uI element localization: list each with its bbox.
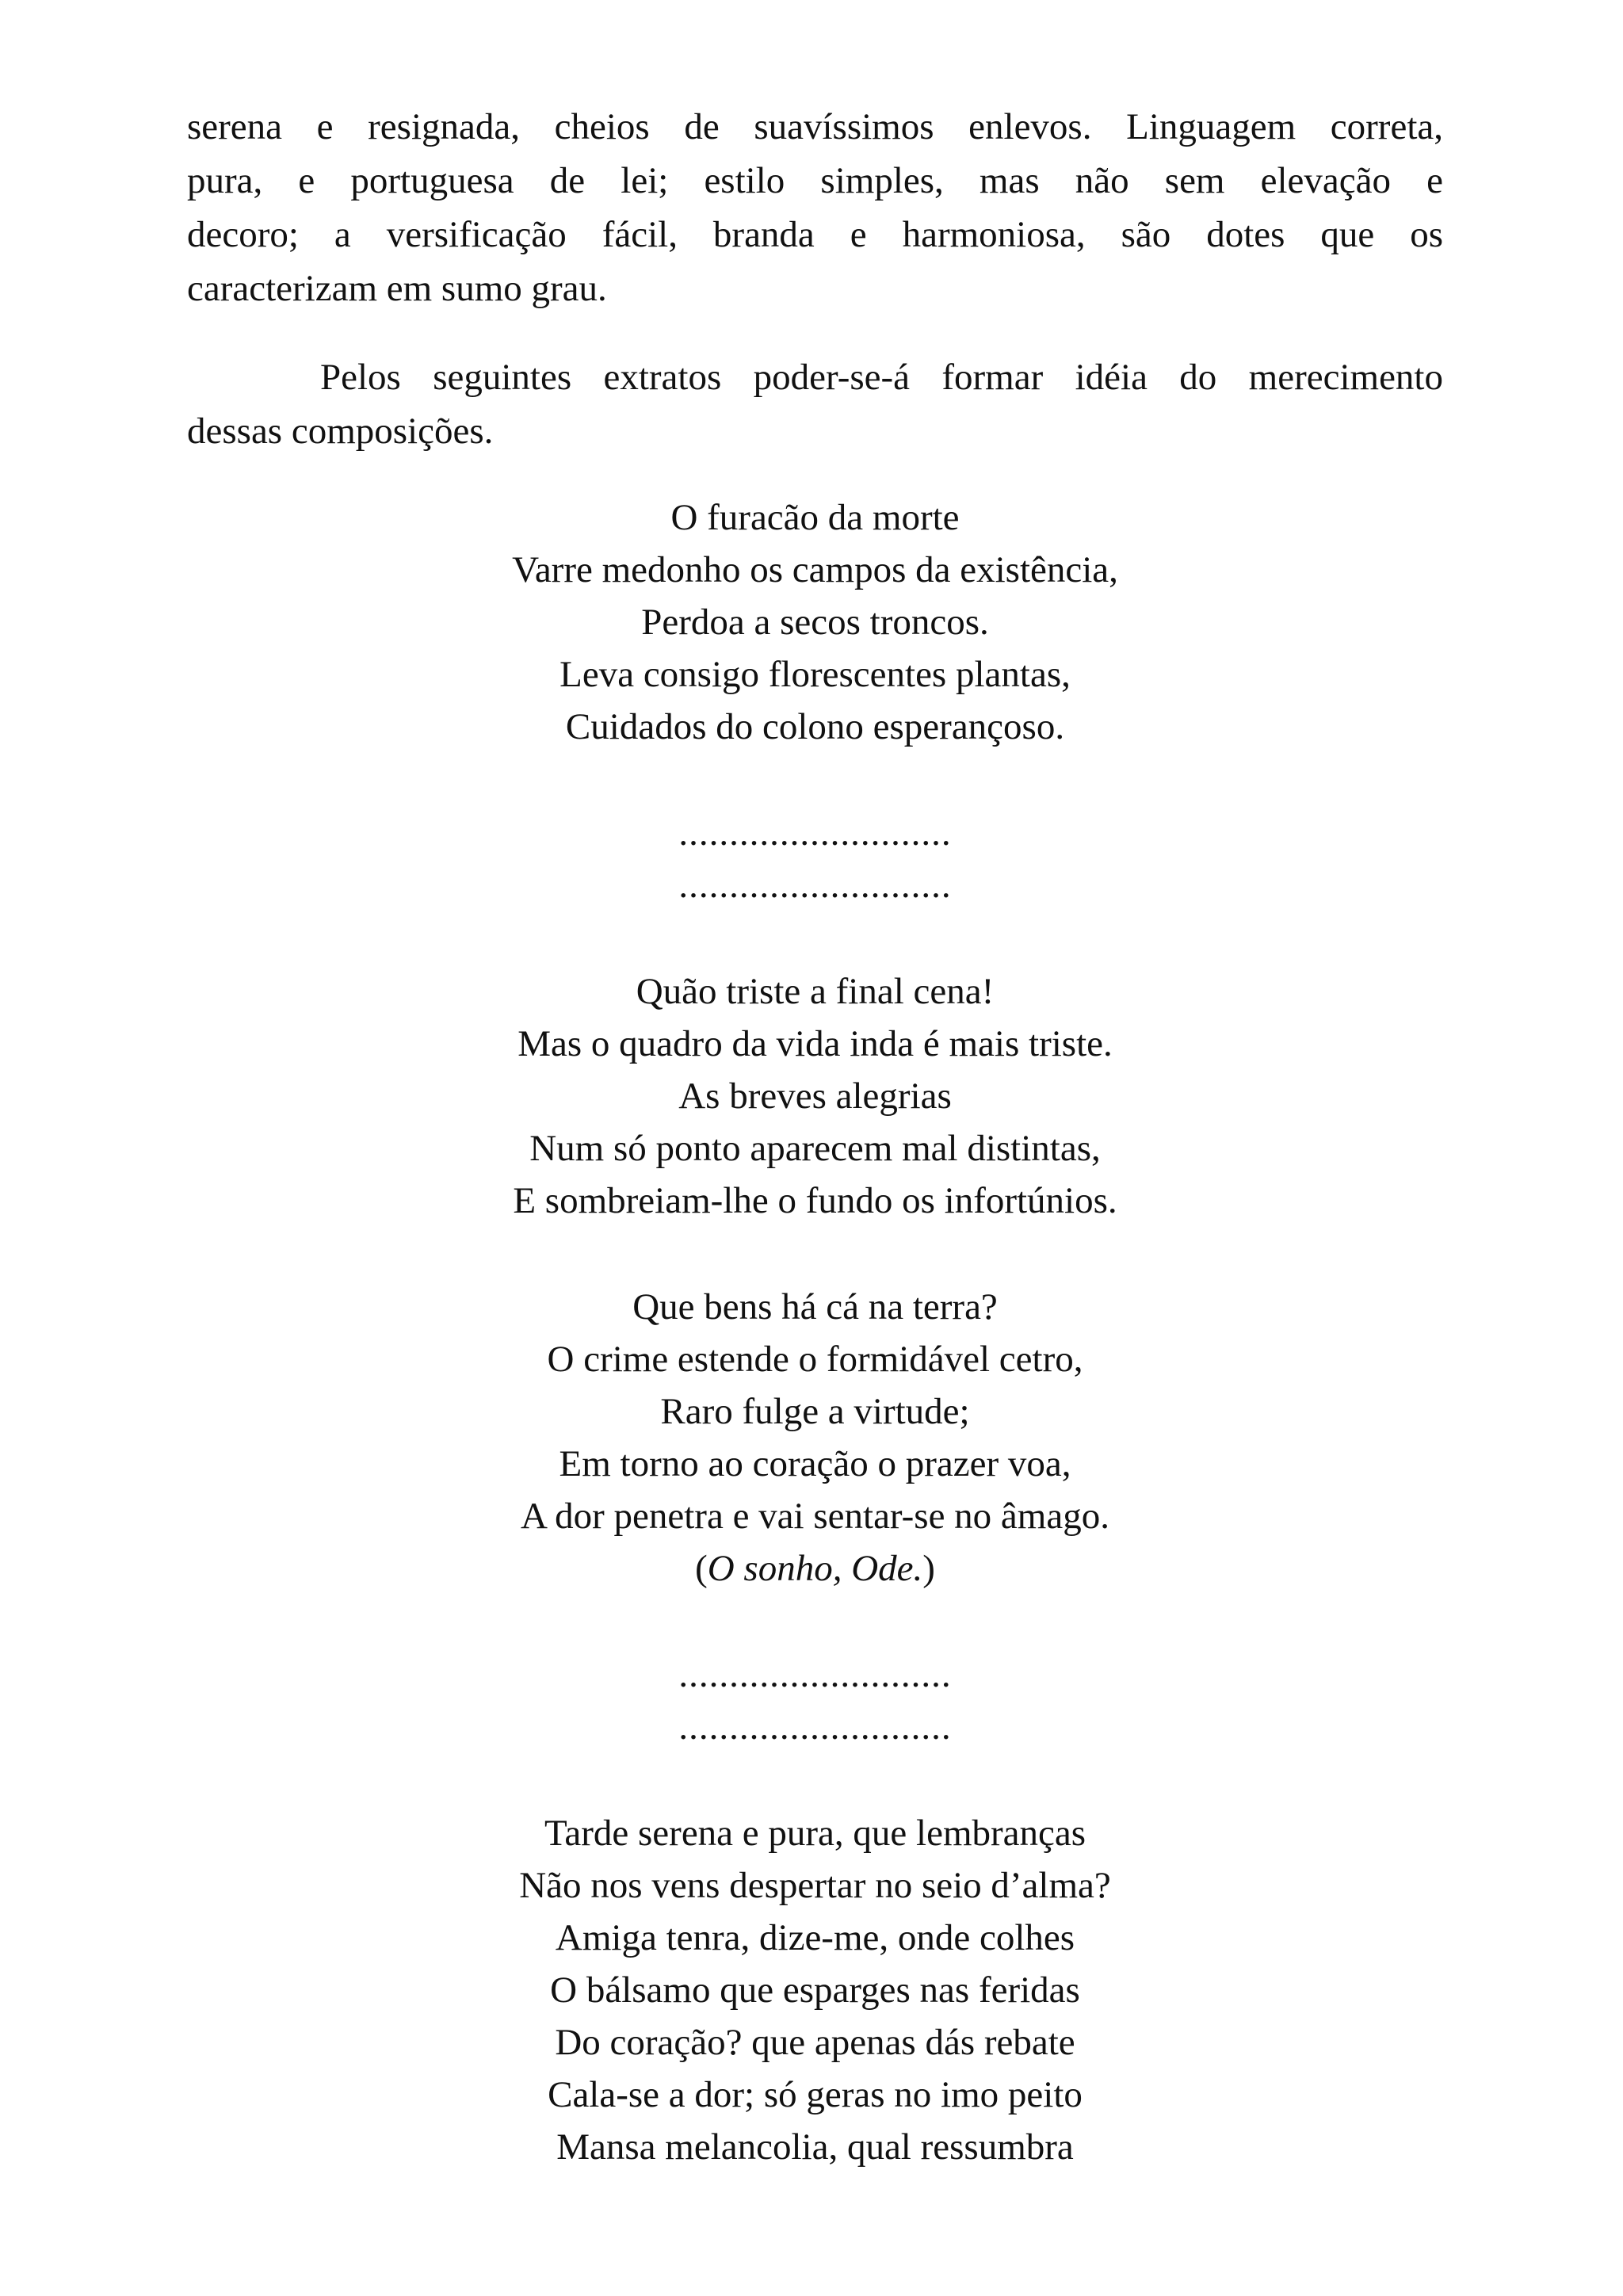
verse-line: Não nos vens despertar no seio d’alma? bbox=[519, 1865, 1111, 1906]
verse-line: E sombreiam-lhe o fundo os infortúnios. bbox=[513, 1180, 1117, 1221]
ellipsis-line: ........................... bbox=[678, 1706, 952, 1748]
stanza-4 bbox=[187, 1807, 1443, 2173]
verse-line: Tarde serena e pura, que lembranças bbox=[544, 1813, 1086, 1854]
verse-line: Varre medonho os campos da existência, bbox=[512, 549, 1118, 590]
verse-line: Amiga tenra, dize-me, onde colhes bbox=[555, 1917, 1075, 1958]
verse-line: Do coração? que apenas dás rebate bbox=[555, 2022, 1075, 2063]
ellipsis-separator-1 bbox=[187, 807, 1443, 911]
source-citation bbox=[187, 1542, 1443, 1595]
second-line-2: dessas composições. bbox=[187, 411, 494, 452]
intro-line-4: caracterizam em sumo grau. bbox=[187, 268, 607, 309]
second-paragraph bbox=[187, 350, 1443, 458]
verse-line: Num só ponto aparecem mal distintas, bbox=[529, 1128, 1101, 1169]
verse-line: Perdoa a secos troncos. bbox=[641, 602, 989, 643]
verse-line: As breves alegrias bbox=[678, 1075, 952, 1117]
verse-line: A dor penetra e vai sentar-se no âmago. bbox=[521, 1496, 1109, 1537]
poem-excerpts bbox=[187, 491, 1443, 2173]
verse-line: O furacão da morte bbox=[670, 497, 960, 538]
citation-title: O sonho, Ode. bbox=[707, 1548, 923, 1589]
verse-line: Cuidados do colono esperançoso. bbox=[565, 706, 1065, 747]
verse-line: Que bens há cá na terra? bbox=[632, 1286, 998, 1328]
ellipsis-line: ........................... bbox=[678, 1654, 952, 1695]
ellipsis-line: ........................... bbox=[678, 865, 952, 906]
verse-line: Leva consigo florescentes plantas, bbox=[559, 654, 1071, 695]
verse-line: Raro fulge a virtude; bbox=[660, 1391, 970, 1432]
verse-line: Cala-se a dor; só geras no imo peito bbox=[548, 2074, 1083, 2115]
verse-line: Mas o quadro da vida inda é mais triste. bbox=[517, 1023, 1113, 1064]
verse-line: O bálsamo que esparges nas feridas bbox=[550, 1969, 1080, 2011]
intro-line-2: pura, e portuguesa de lei; estilo simples, mas não sem elevação e bbox=[187, 160, 1443, 201]
second-line-1: Pelos seguintes extratos poder-se-á formar idéia do merecimento bbox=[320, 357, 1443, 398]
verse-line: Em torno ao coração o prazer voa, bbox=[559, 1443, 1071, 1484]
stanza-2 bbox=[187, 965, 1443, 1227]
citation-open-paren: ( bbox=[695, 1548, 708, 1589]
page-body bbox=[187, 100, 1443, 2173]
ellipsis-line: ........................... bbox=[678, 812, 952, 854]
citation-close-paren: ) bbox=[922, 1548, 935, 1589]
intro-paragraph bbox=[187, 100, 1443, 315]
verse-line: Mansa melancolia, qual ressumbra bbox=[556, 2126, 1074, 2168]
intro-line-1: serena e resignada, cheios de suavíssimos enlevos. Linguagem correta, bbox=[187, 106, 1443, 147]
stanza-3 bbox=[187, 1281, 1443, 1595]
intro-line-3: decoro; a versificação fácil, branda e harmoniosa, são dotes que os bbox=[187, 214, 1443, 255]
ellipsis-separator-2 bbox=[187, 1648, 1443, 1753]
stanza-1 bbox=[187, 491, 1443, 753]
verse-line: Quão triste a final cena! bbox=[636, 971, 995, 1012]
verse-line: O crime estende o formidável cetro, bbox=[547, 1339, 1083, 1380]
